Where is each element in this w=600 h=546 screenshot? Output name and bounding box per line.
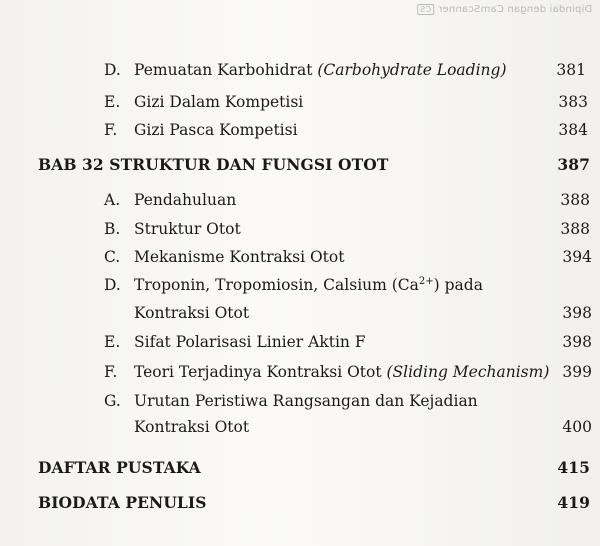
entry-page: 394 xyxy=(562,248,592,266)
superscript-charge: 2+ xyxy=(418,276,434,287)
chapter-page: 415 xyxy=(557,458,590,477)
entry-letter: E. xyxy=(104,93,121,111)
entry-page: 398 xyxy=(562,333,592,351)
chapter-title: BIODATA PENULIS xyxy=(38,493,207,512)
entry-title: Gizi Dalam Kompetisi xyxy=(134,93,304,111)
entry-letter: F. xyxy=(104,363,118,381)
entry-title: Pemuatan Karbohidrat (Carbohydrate Loading) xyxy=(134,61,507,79)
entry-title-italic: (Carbohydrate Loading) xyxy=(317,61,507,79)
watermark-text: Dipindai dengan CamScanner xyxy=(437,4,592,15)
entry-page: 381 xyxy=(556,61,586,79)
entry-letter: E. xyxy=(104,333,121,351)
entry-title: Troponin, Tropomiosin, Calsium $(Ca^{2+})$ pada xyxy=(134,276,483,294)
entry-letter: A. xyxy=(104,191,121,209)
entry-page: 384 xyxy=(558,121,588,139)
entry-page: 400 xyxy=(562,418,592,436)
entry-title: Gizi Pasca Kompetisi xyxy=(134,121,298,139)
entry-page: 388 xyxy=(560,191,590,209)
chapter-page: 419 xyxy=(557,493,590,512)
chapter-title: BAB 32 STRUKTUR DAN FUNGSI OTOT xyxy=(38,155,389,174)
entry-title: Struktur Otot xyxy=(134,220,241,238)
chapter-title: DAFTAR PUSTAKA xyxy=(38,458,201,477)
entry-title-italic: (Sliding Mechanism) xyxy=(386,363,550,381)
entry-letter: D. xyxy=(104,276,121,294)
entry-letter: G. xyxy=(104,392,121,410)
entry-page: 383 xyxy=(558,93,588,111)
entry-title: Mekanisme Kontraksi Otot xyxy=(134,248,345,266)
entry-letter: F. xyxy=(104,121,118,139)
entry-page: 388 xyxy=(560,220,590,238)
entry-title: Sifat Polarisasi Linier Aktin F xyxy=(134,333,366,351)
scanner-watermark xyxy=(417,4,592,15)
entry-letter: C. xyxy=(104,248,121,266)
chapter-page: 387 xyxy=(557,155,590,174)
entry-title-continued: Kontraksi Otot xyxy=(134,418,250,436)
entry-title: Pendahuluan xyxy=(134,191,237,209)
entry-title: Teori Terjadinya Kontraksi Otot (Sliding Mechanism) xyxy=(134,363,550,381)
entry-title-continued: Kontraksi Otot xyxy=(134,304,250,322)
entry-title: Urutan Peristiwa Rangsangan dan Kejadian xyxy=(134,392,478,410)
entry-page: 399 xyxy=(562,363,592,381)
entry-letter: B. xyxy=(104,220,121,238)
entry-page: 398 xyxy=(562,304,592,322)
watermark-badge: CS xyxy=(417,4,434,15)
entry-letter: D. xyxy=(104,61,121,79)
